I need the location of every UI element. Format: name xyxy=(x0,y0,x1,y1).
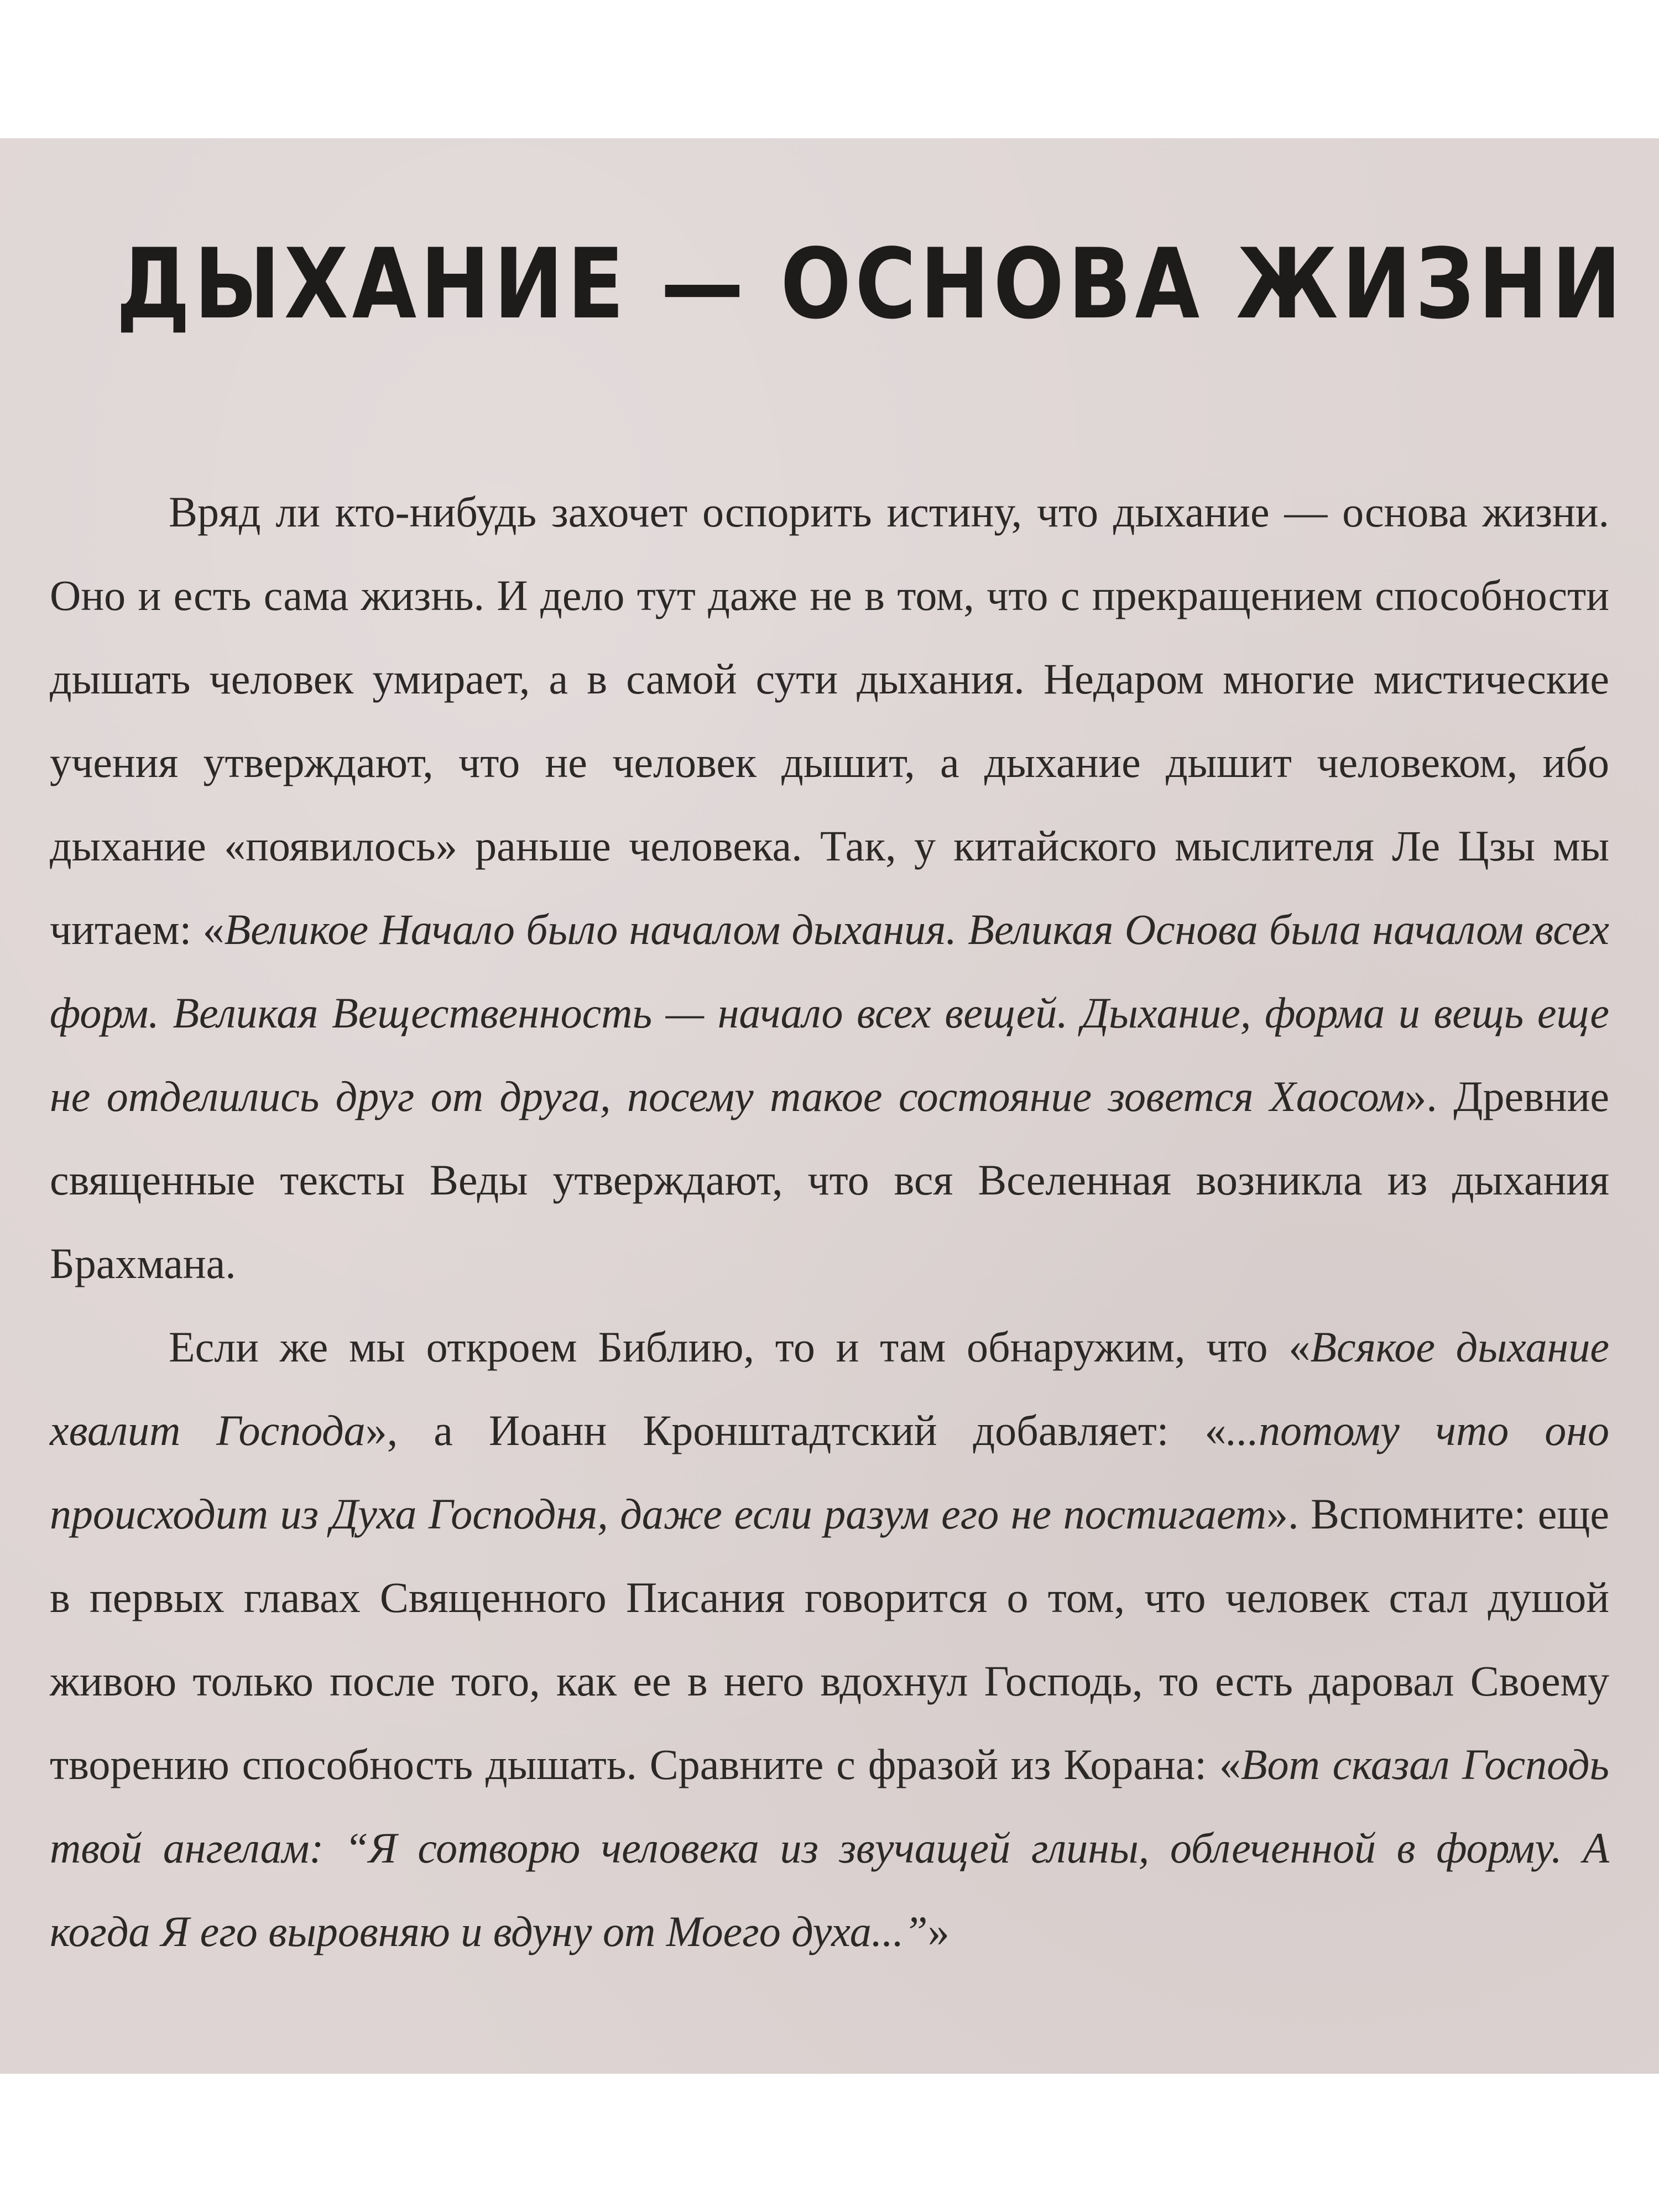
article-body xyxy=(50,470,1609,1973)
text-run: Вряд ли кто-нибудь захочет оспорить истину, что дыхание — основа жизни. Оно и есть сама жизнь. И дело тут даже не в том, что с прекращением способности дышать человек умирает, а в самой сути дыхания. Недаром многие мистические учения утверждают, что не человек дышит, а дыхание дышит человеком, ибо дыхание «появилось» раньше человека. Так, у китайского мыслителя Ле Цзы мы читаем: « xyxy=(50,488,1609,953)
text-run: ». Древние священные тексты Веды утверждают, что вся Вселенная возникла из дыхания Брахмана. xyxy=(50,1072,1610,1287)
text-run: », а Иоанн Кронштадтский добавляет: « xyxy=(365,1406,1227,1454)
quote-run: Всякое дыхание хвалит Господа xyxy=(50,1323,1609,1454)
quote-run: Вот сказал Господь твой ангелам: “Я сотворю человека из звучащей глины, облеченной в форму. А когда Я его выровняю и вдуну от Моего духа...” xyxy=(50,1740,1609,1955)
newspaper-clipping xyxy=(0,138,1659,2074)
text-run: Если же мы откроем Библию, то и там обнаружим, что « xyxy=(169,1323,1311,1371)
article-title: ДЫХАНИЕ — ОСНОВА ЖИЗНИ xyxy=(116,228,1625,341)
paragraph xyxy=(50,1305,1609,1973)
text-run: ». Вспомните: еще в первых главах Священного Писания говорится о том, что человек стал душой живою только после того, как ее в него вдохнул Господь, то есть даровал Своему творению способность дышать. Сравните с фразой из Корана: « xyxy=(50,1490,1609,1788)
quote-run: ...потому что оно происходит из Духа Господня, даже если разум его не постигает xyxy=(50,1406,1609,1538)
paragraph xyxy=(50,470,1609,1305)
text-run: » xyxy=(927,1907,950,1955)
quote-run: Великое Начало было началом дыхания. Великая Основа была началом всех форм. Великая Вещественность — начало всех вещей. Дыхание, форма и вещь еще не отделились друг от друга, посему такое состояние зовется Хаосом xyxy=(50,905,1610,1120)
